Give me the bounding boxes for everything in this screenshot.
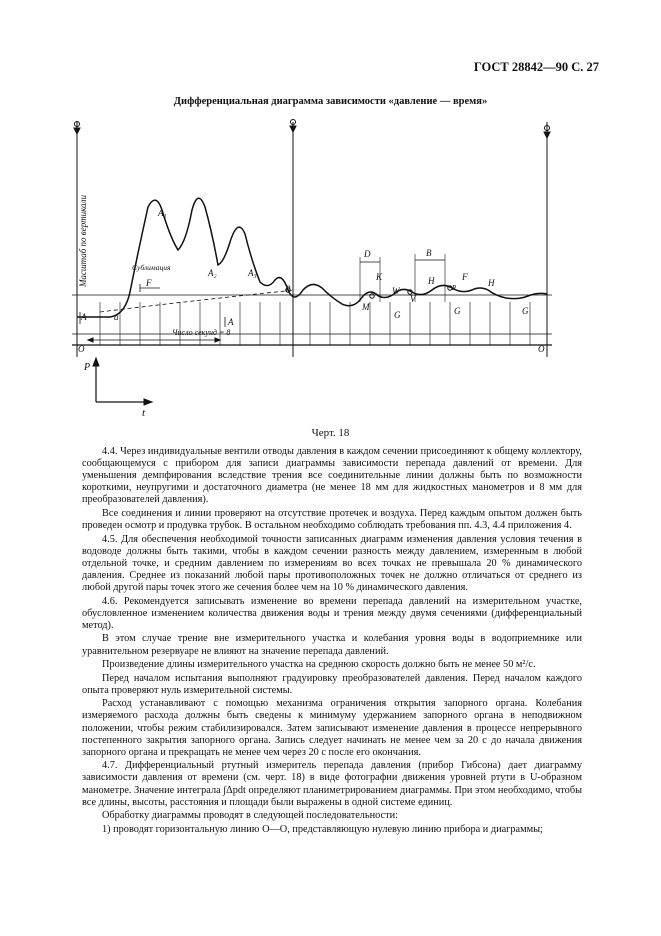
label-F2: F: [462, 272, 468, 282]
left-top-arrow: [74, 128, 80, 134]
label-H2: H: [488, 278, 495, 288]
paragraph: Перед началом испытания выполняют градуировку преобразователей давления. Перед началом каждого опыта проверяют нуль измерительной системы.: [82, 672, 582, 696]
label-t-axis: t: [142, 407, 146, 419]
label-A-mid: A: [228, 317, 234, 327]
label-B: B: [426, 248, 432, 258]
label-M: M: [362, 302, 370, 312]
scale-vertical-label: Масштаб по вертикали: [78, 195, 88, 287]
pressure-curve: [77, 198, 547, 317]
paragraph: Обработку диаграммы проводят в следующей последовательности:: [102, 810, 398, 822]
label-F1: F: [146, 278, 152, 288]
label-H1: H: [428, 276, 435, 286]
label-A-left: A: [81, 312, 87, 322]
mid-top-arrow: [290, 126, 296, 132]
label-K: K: [376, 272, 383, 282]
paragraph: В этом случае трение вне измерительного участка и колебания уровня воды в водоприемнике или уравнительном резервуаре не влияют на значение перепада давлений.: [82, 633, 582, 657]
label-p: p: [286, 282, 291, 292]
label-O-left: O: [78, 344, 85, 354]
paragraph: 4.5. Для обеспечения необходимой точности записанных диаграмм изменения давления условия течения в водоводе должны быть такими, чтобы в каждом сечении разность между давлением, измеренным в любой отдельной точке, и средним давлением по измерениям во всех точках не превышала 20 % динамического давления. Среднее из показаний любой пары противоположных точек не должно отличаться от среднего из любой другой пары точек этого же сечения более чем на 10 % динамического давления.: [82, 533, 582, 594]
body-text: [82, 446, 582, 837]
paragraph: Все соединения и линии проверяют на отсутствие протечек и воздуха. Перед каждым опытом должен быть проведен осмотр и продувка трубок. В остальном необходимо соблюдать требования пп. 4.3, 4.4 приложения 4.: [82, 507, 582, 532]
sublimation-label: Сублимация: [132, 263, 171, 272]
label-A3: A₃: [248, 268, 257, 278]
time-ticks: [100, 302, 530, 345]
label-W: W: [392, 286, 400, 296]
running-header: ГОСТ 28842—90 С. 27: [473, 60, 599, 74]
label-D: D: [364, 249, 371, 259]
pressure-time-diagram: [60, 112, 580, 422]
figure-caption: Черт. 18: [311, 427, 350, 439]
paragraph: Произведение длины измерительного участка на среднюю скорость должно быть не менее 50 м²/с.: [102, 659, 536, 671]
label-O-right: O: [538, 344, 545, 354]
label-V: V: [410, 294, 416, 304]
label-G1: G: [394, 310, 401, 320]
label-A2: A₂: [208, 268, 217, 278]
paragraph: 1) проводят горизонтальную линию O—O, представляющую нулевую линию прибора и диаграммы;: [102, 823, 543, 835]
paragraph: 4.4. Через индивидуальные вентили отводы давления в каждом сечении присоединяют к общему коллектору, сообщающемуся с прибором для записи диаграммы зависимости перепада давлений от времени. Для уменьшения демпфирования вследствие трения все соединительные линии должны быть по возможности короткими, неупругими и достаточного диаметра (не менее 18 мм для жидкостных манометров и 8 мм для преобразователей давления).: [82, 446, 582, 506]
label-a: a: [114, 312, 119, 322]
paragraph: Расход устанавливают с помощью механизма ограничения открытия запорного органа. Колебания измеряемого расхода должны быть сведены к минимуму удержанием запорного органа в неподвижном положении, чтобы режим стабилизировался. Затем записывают изменение давления в процессе непрерывного постепенного закрытия запорного органа. Запись следует начинать не менее чем за 20 с до начала движения запорного органа и прекращать не менее чем через 20 с после его окончания.: [82, 698, 582, 758]
paragraph: 4.7. Дифференциальный ртутный измеритель перепада давления (прибор Гибсона) дает диаграмму зависимости давления от времени (см. черт. 18) в виде фотографии движения уровней ртути в U-образном манометре. Значение интеграла ∫Δpdt определяют планиметрированием диаграммы. При этом необходимо, чтобы все длины, высоты, расстояния и площади были выражены в одной системе единиц.: [82, 760, 582, 808]
figure-title: Дифференциальная диаграмма зависимости «давление — время»: [173, 96, 488, 107]
label-G2: G: [454, 306, 461, 316]
label-P-axis: P: [84, 362, 91, 373]
paragraph: 4.6. Рекомендуется записывать изменение во времени перепада давлений на измерительном участке, обусловленное изменением количества движения воды и трения между двумя сечениями (дифференциальный метод).: [82, 595, 582, 631]
label-A1: A₁: [158, 208, 167, 218]
label-R: R: [452, 284, 457, 292]
seconds-label: Число секунд = 8: [172, 328, 231, 337]
right-top-arrow: [544, 132, 550, 138]
label-G3: G: [522, 306, 529, 316]
